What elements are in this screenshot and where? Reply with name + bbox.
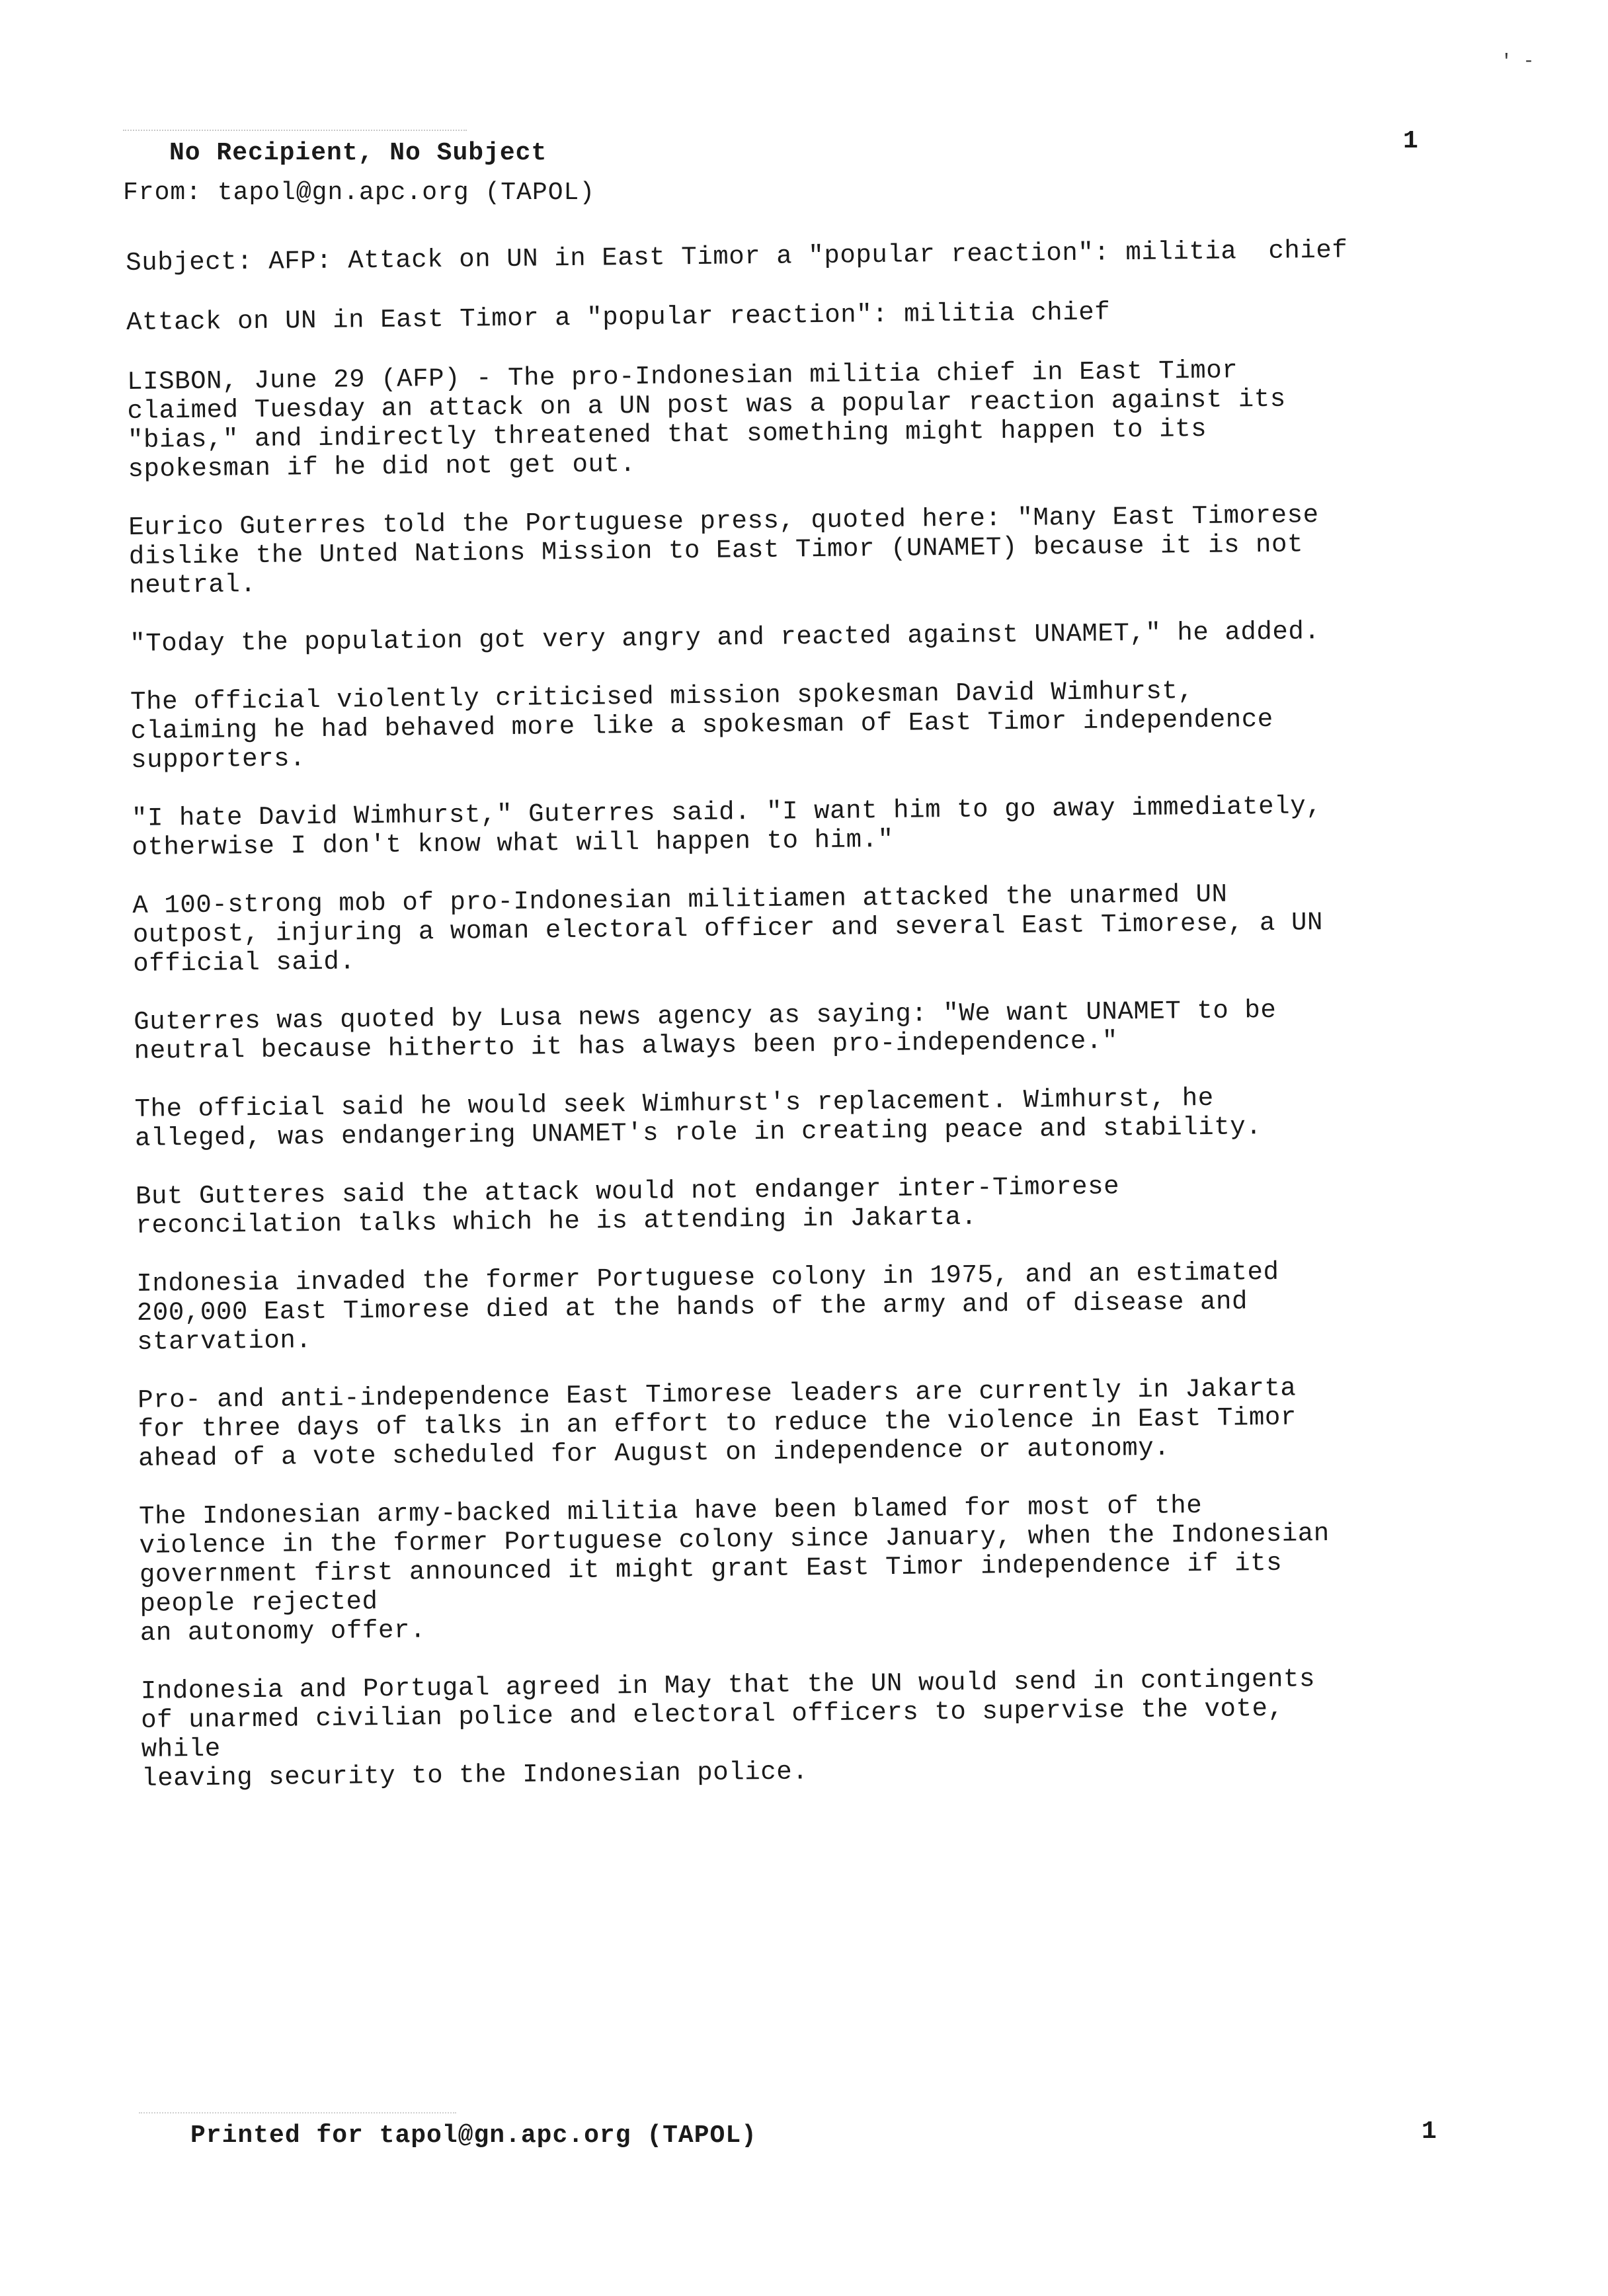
article-paragraph: "I hate David Wimhurst," Guterres said. "I want him to go away immediately, otherwise I don't know what will happen to him." xyxy=(131,792,1322,862)
article-paragraph: A 100-strong mob of pro-Indonesian militiamen attacked the unarmed UN outpost, injuring a woman electoral officer and several East Timorese, a UN official said. xyxy=(132,880,1324,979)
article-paragraph: But Gutteres said the attack would not endanger inter-Timorese reconcilation talks which he is attending in Jakarta. xyxy=(135,1172,1120,1241)
article-paragraph: The official said he would seek Wimhurst's replacement. Wimhurst, he alleged, was endangering UNAMET's role in creating peace and stability. xyxy=(134,1083,1262,1153)
article-paragraph: LISBON, June 29 (AFP) - The pro-Indonesian militia chief in East Timor claimed Tuesday an attack on a UN post was a popular reaction against its "bias," and indirectly threatened that something might happen to its spokesman if he did not get out. xyxy=(126,356,1286,484)
corner-mark: ' - xyxy=(1501,52,1535,72)
page-number-bottom: 1 xyxy=(1422,2117,1437,2146)
footer-divider xyxy=(139,2112,456,2113)
email-body xyxy=(126,235,1471,1823)
article-paragraph: Pro- and anti-independence East Timorese leaders are currently in Jakarta for three days of talks in an effort to reduce the violence in East Timor ahead of a vote scheduled for August on independence or autonomy. xyxy=(138,1374,1297,1473)
article-paragraph: The Indonesian army-backed militia have been blamed for most of the violence in the former Portuguese colony since January, when the Indonesian government first announced it might grant East Timor independence if its people rejected an autonomy offer. xyxy=(138,1491,1330,1648)
article-paragraph: "Today the population got very angry and reacted against UNAMET," he added. xyxy=(130,617,1320,659)
article-paragraph: The official violently criticised mission spokesman David Wimhurst, claiming he had behaved more like a spokesman of East Timor independence supporters. xyxy=(130,676,1274,775)
email-header-title: No Recipient, No Subject xyxy=(169,139,547,167)
email-subject-line: Subject: AFP: Attack on UN in East Timor a "popular reaction": militia chief xyxy=(126,235,1348,278)
article-paragraph: Indonesia invaded the former Portuguese colony in 1975, and an estimated 200,000 East Timorese died at the hands of the army and of disease and starvation. xyxy=(136,1257,1279,1357)
email-from-line: From: tapol@gn.apc.org (TAPOL) xyxy=(123,179,596,207)
article-headline: Attack on UN in East Timor a "popular reaction": militia chief xyxy=(126,298,1111,337)
page-number-top: 1 xyxy=(1403,127,1418,155)
printed-for-footer: Printed for tapol@gn.apc.org (TAPOL) xyxy=(190,2121,757,2150)
article-paragraphs xyxy=(127,354,1470,1793)
article-paragraph: Guterres was quoted by Lusa news agency as saying: "We want UNAMET to be neutral because hitherto it has always been pro-independence." xyxy=(134,995,1277,1066)
article-paragraph: Indonesia and Portugal agreed in May that the UN would send in contingents of unarmed civilian police and electoral officers to supervise the vote, while leaving security to the Indonesian police. xyxy=(140,1664,1316,1793)
article-paragraph: Eurico Guterres told the Portuguese press, quoted here: "Many East Timorese dislike the Unted Nations Mission to East Timor (UNAMET) because it is not neutral. xyxy=(128,501,1319,600)
header-divider xyxy=(123,130,467,131)
